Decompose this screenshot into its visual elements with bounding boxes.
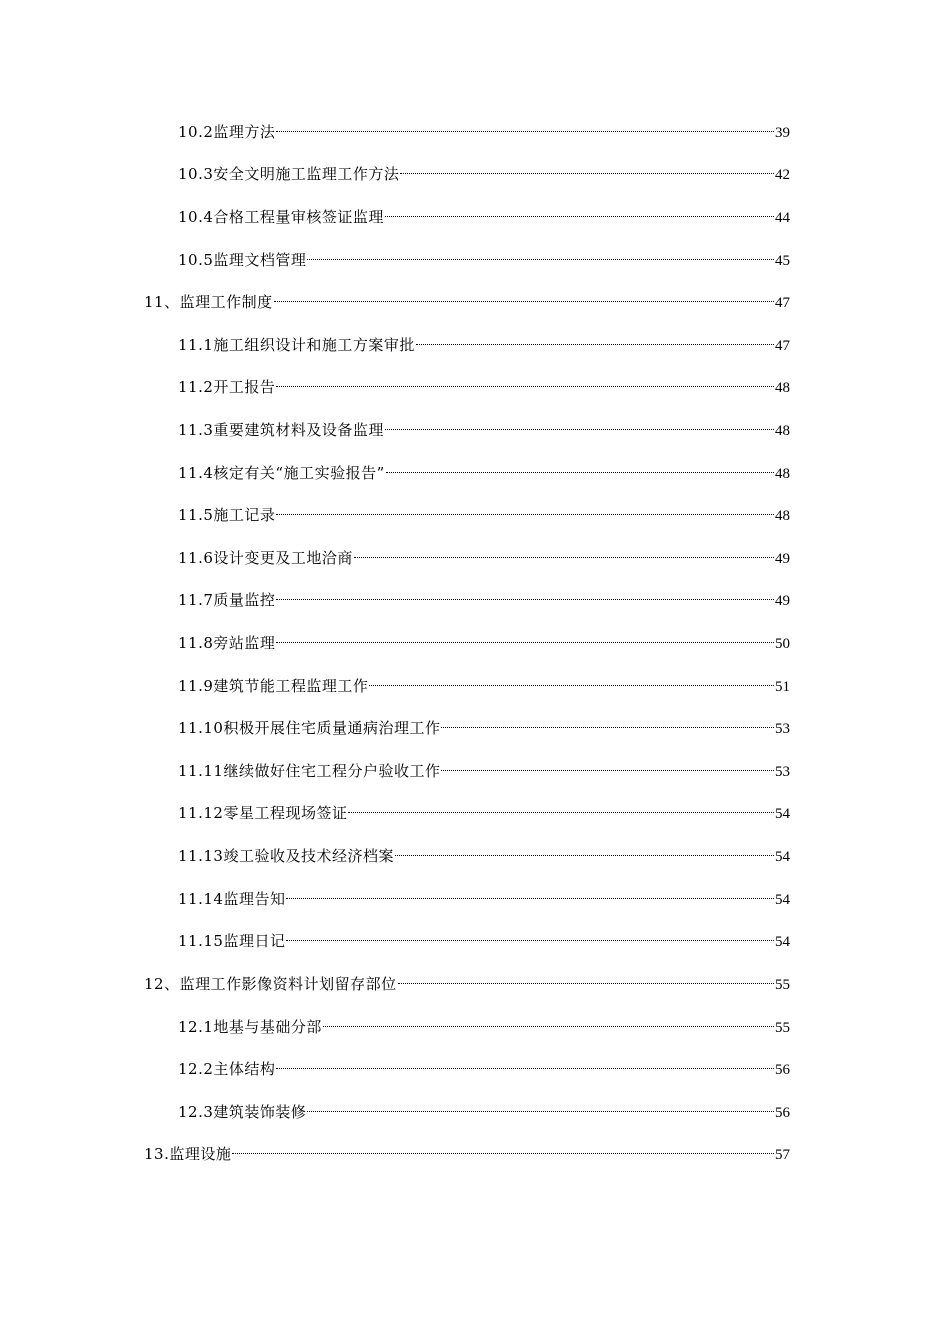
toc-leader-dots [395, 839, 774, 861]
toc-leader-dots [441, 754, 774, 776]
toc-entry-title: 11.12零星工程现场签证 [178, 804, 348, 822]
toc-entry-11-14[interactable] [0, 882, 950, 908]
toc-entry-11-2[interactable] [0, 370, 950, 396]
toc-entry-11-3[interactable] [0, 413, 950, 439]
toc-leader-dots [386, 456, 774, 478]
toc-leader-dots [354, 541, 774, 563]
toc-leader-dots [385, 413, 774, 435]
toc-page-number: 54 [775, 934, 790, 950]
toc-leader-dots [276, 498, 774, 520]
toc-entry-11-1[interactable] [0, 328, 950, 354]
toc-leader-dots [276, 370, 774, 392]
toc-page-number: 45 [775, 253, 790, 269]
toc-entry-12[interactable] [0, 967, 950, 993]
toc-leader-dots [398, 967, 774, 989]
toc-entry-11-10[interactable] [0, 711, 950, 737]
toc-entry-10-5[interactable] [0, 243, 950, 269]
toc-leader-dots [307, 1095, 774, 1117]
toc-page-number: 39 [775, 125, 790, 141]
toc-leader-dots [400, 157, 774, 179]
toc-entry-12-1[interactable] [0, 1010, 950, 1036]
toc-entry-title: 11.5施工记录 [178, 506, 276, 524]
toc-page-number: 47 [775, 338, 790, 354]
toc-leader-dots [307, 243, 774, 265]
toc-page-number: 49 [775, 593, 790, 609]
toc-page-number: 54 [775, 892, 790, 908]
toc-leader-dots [286, 924, 774, 946]
toc-entry-11-12[interactable] [0, 796, 950, 822]
toc-entry-11[interactable] [0, 285, 950, 311]
toc-entry-title: 11、监理工作制度 [144, 293, 273, 311]
toc-entry-title: 11.7质量监控 [178, 591, 276, 609]
toc-entry-title: 11.8旁站监理 [178, 634, 276, 652]
toc-entry-11-6[interactable] [0, 541, 950, 567]
toc-page-number: 54 [775, 806, 790, 822]
toc-leader-dots [276, 115, 774, 137]
toc-page-number: 47 [775, 295, 790, 311]
toc-page-number: 48 [775, 423, 790, 439]
toc-entry-11-15[interactable] [0, 924, 950, 950]
toc-page-number: 54 [775, 849, 790, 865]
toc-entry-11-7[interactable] [0, 583, 950, 609]
toc-page-number: 53 [775, 721, 790, 737]
toc-leader-dots [276, 583, 774, 605]
toc-page-number: 53 [775, 764, 790, 780]
toc-entry-title: 13.监理设施 [144, 1145, 232, 1163]
toc-leader-dots [323, 1010, 774, 1032]
toc-entry-title: 12、监理工作影像资料计划留存部位 [144, 975, 397, 993]
toc-entry-11-13[interactable] [0, 839, 950, 865]
toc-page-number: 56 [775, 1105, 790, 1121]
toc-entry-title: 11.6设计变更及工地洽商 [178, 549, 353, 567]
toc-leader-dots [274, 285, 774, 307]
toc-entry-title: 12.2主体结构 [178, 1060, 276, 1078]
toc-leader-dots [385, 200, 774, 222]
toc-leader-dots [441, 711, 774, 733]
toc-page-number: 44 [775, 210, 790, 226]
toc-entry-title: 11.15监理日记 [178, 932, 286, 950]
toc-entry-11-8[interactable] [0, 626, 950, 652]
toc-entry-title: 11.2开工报告 [178, 378, 276, 396]
toc-entry-title: 11.14监理告知 [178, 890, 286, 908]
toc-page-number: 48 [775, 466, 790, 482]
toc-entry-title: 10.2监理方法 [178, 123, 276, 141]
toc-page-number: 42 [775, 167, 790, 183]
toc-entry-title: 10.3安全文明施工监理工作方法 [178, 165, 400, 183]
toc-entry-title: 11.1施工组织设计和施工方案审批 [178, 336, 415, 354]
toc-entry-10-4[interactable] [0, 200, 950, 226]
toc-entry-title: 11.3重要建筑材料及设备监理 [178, 421, 384, 439]
toc-entry-13[interactable] [0, 1137, 950, 1163]
toc-page-number: 56 [775, 1062, 790, 1078]
toc-entry-11-4[interactable] [0, 456, 950, 482]
toc-page-number: 48 [775, 380, 790, 396]
toc-leader-dots [369, 669, 774, 691]
toc-entry-11-9[interactable] [0, 669, 950, 695]
toc-entry-11-5[interactable] [0, 498, 950, 524]
toc-leader-dots [276, 626, 774, 648]
toc-entry-10-3[interactable] [0, 157, 950, 183]
toc-entry-title: 11.4核定有关“施工实验报告” [178, 464, 385, 482]
toc-entry-title: 11.9建筑节能工程监理工作 [178, 677, 369, 695]
toc-leader-dots [286, 882, 774, 904]
toc-leader-dots [276, 1052, 774, 1074]
toc-entry-11-11[interactable] [0, 754, 950, 780]
toc-entry-10-2[interactable] [0, 115, 950, 141]
toc-leader-dots [348, 796, 774, 818]
toc-entry-12-2[interactable] [0, 1052, 950, 1078]
toc-page-number: 51 [775, 679, 790, 695]
toc-entry-title: 11.13竣工验收及技术经济档案 [178, 847, 394, 865]
toc-leader-dots [232, 1137, 774, 1159]
toc-page-number: 49 [775, 551, 790, 567]
toc-entry-title: 10.5监理文档管理 [178, 251, 307, 269]
toc-entry-title: 11.11继续做好住宅工程分户验收工作 [178, 762, 441, 780]
toc-entry-title: 11.10积极开展住宅质量通病治理工作 [178, 719, 441, 737]
toc-page-number: 55 [775, 1020, 790, 1036]
toc-page-number: 48 [775, 508, 790, 524]
toc-page-number: 57 [775, 1147, 790, 1163]
toc-leader-dots [416, 328, 774, 350]
toc-entry-title: 12.3建筑装饰装修 [178, 1103, 307, 1121]
toc-entry-title: 10.4合格工程量审核签证监理 [178, 208, 384, 226]
toc-page-number: 55 [775, 977, 790, 993]
toc-page-number: 50 [775, 636, 790, 652]
toc-entry-title: 12.1地基与基础分部 [178, 1018, 322, 1036]
toc-entry-12-3[interactable] [0, 1095, 950, 1121]
